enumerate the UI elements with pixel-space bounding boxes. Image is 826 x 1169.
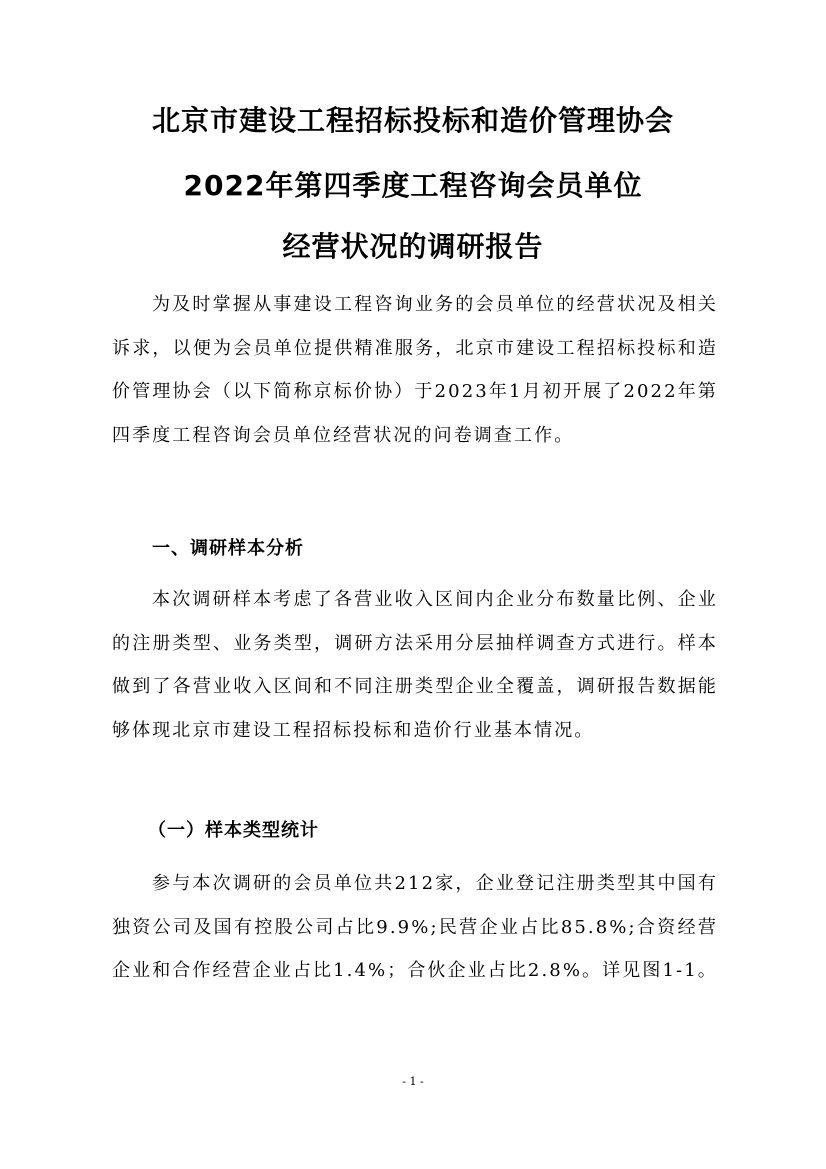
sample-types-paragraph: 参与本次调研的会员单位共212家，企业登记注册类型其中国有独资公司及国有控股公司占比9.9%;民营企业占比85.8%;合资经营企业和合作经营企业占比1.4%；合伙企业占比2.8%。详见图1-1。 (112, 873, 718, 982)
subsection-heading-sample-types: （一）样本类型统计 (148, 820, 319, 841)
report-title-line-2: 2022年第四季度工程咨询会员单位 (183, 169, 643, 202)
report-title-line-1: 北京市建设工程招标投标和造价管理协会 (151, 104, 674, 137)
sample-analysis-paragraph: 本次调研样本考虑了各营业收入区间内企业分布数量比例、企业的注册类型、业务类型，调研方法采用分层抽样调查方式进行。样本做到了各营业收入区间和不同注册类型企业全覆盖，调研报告数据能够体现北京市建设工程招标投标和造价行业基本情况。 (112, 589, 718, 741)
page-number: - 1 - (402, 1075, 424, 1088)
section-heading-sample-analysis: 一、调研样本分析 (152, 538, 304, 559)
intro-paragraph: 为及时掌握从事建设工程咨询业务的会员单位的经营状况及相关诉求，以便为会员单位提供精准服务，北京市建设工程招标投标和造价管理协会（以下简称京标价协）于2023年1月初开展了2022年第四季度工程咨询会员单位经营状况的问卷调查工作。 (112, 294, 718, 446)
report-title-line-3: 经营状况的调研报告 (282, 230, 544, 263)
